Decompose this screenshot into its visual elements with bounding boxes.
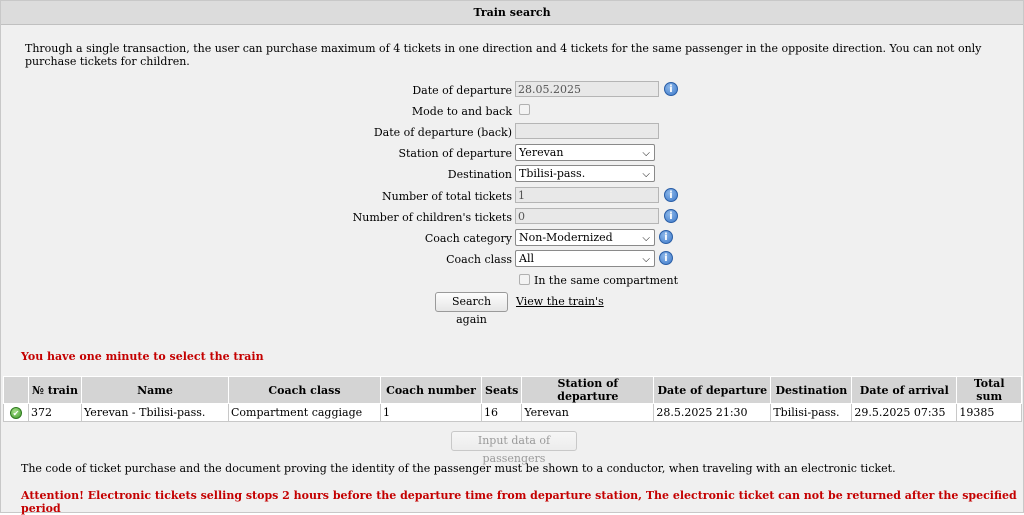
date-back-input[interactable] bbox=[515, 123, 659, 139]
same-compartment-label: In the same compartment bbox=[534, 274, 679, 287]
select-column-header bbox=[4, 377, 29, 404]
departure-date-cell: 28.5.2025 21:30 bbox=[654, 404, 771, 422]
train-number-cell: 372 bbox=[29, 404, 82, 422]
column-header: Total sum bbox=[957, 377, 1022, 404]
mode-back-checkbox[interactable] bbox=[519, 104, 530, 115]
table-row[interactable] bbox=[4, 404, 1022, 422]
attention-warning: Attention! Electronic tickets selling stops 2 hours before the departure time from departure station, The electronic ticket can not be returned after the specified period bbox=[21, 489, 1017, 515]
column-header: Seats bbox=[482, 377, 522, 404]
conductor-note: The code of ticket purchase and the document proving the identity of the passenger must be shown to a conductor, when traveling with an electronic ticket. bbox=[21, 462, 896, 475]
children-tickets-input[interactable]: 0 bbox=[515, 208, 659, 224]
check-circle-icon[interactable]: ✔ bbox=[10, 407, 22, 419]
info-icon[interactable]: i bbox=[664, 209, 678, 223]
date-back-label: Date of departure (back) bbox=[373, 126, 512, 139]
chevron-down-icon: ⌵ bbox=[642, 233, 650, 244]
chevron-down-icon: ⌵ bbox=[642, 148, 650, 159]
info-icon[interactable]: i bbox=[659, 230, 673, 244]
column-header: Station of departure bbox=[522, 377, 654, 404]
train-name-cell: Yerevan - Tbilisi-pass. bbox=[82, 404, 229, 422]
chevron-down-icon: ⌵ bbox=[642, 254, 650, 265]
destination-label: Destination bbox=[447, 168, 512, 181]
table-header-row bbox=[4, 377, 1022, 404]
destination-cell: Tbilisi-pass. bbox=[771, 404, 852, 422]
info-icon[interactable]: i bbox=[664, 82, 678, 96]
row-date-back bbox=[1, 123, 1023, 143]
destination-select[interactable] bbox=[515, 165, 655, 182]
view-trains-link[interactable]: View the train's bbox=[516, 295, 604, 308]
row-coach-class bbox=[1, 250, 1023, 270]
station-departure-value: Yerevan bbox=[519, 146, 564, 159]
select-cell[interactable] bbox=[4, 404, 29, 422]
seats-cell: 16 bbox=[482, 404, 522, 422]
select-train-warning: You have one minute to select the train bbox=[21, 350, 264, 363]
row-station-departure bbox=[1, 144, 1023, 164]
column-header: Date of arrival bbox=[852, 377, 957, 404]
coach-class-select[interactable] bbox=[515, 250, 655, 267]
row-children-tickets bbox=[1, 208, 1023, 228]
coach-category-select[interactable] bbox=[515, 229, 655, 246]
row-date-departure bbox=[1, 81, 1023, 101]
mode-back-label: Mode to and back bbox=[411, 105, 512, 118]
departure-station-cell: Yerevan bbox=[522, 404, 654, 422]
coach-number-cell: 1 bbox=[381, 404, 482, 422]
column-header: Name bbox=[82, 377, 229, 404]
info-icon[interactable]: i bbox=[664, 188, 678, 202]
trains-table bbox=[3, 376, 1022, 422]
destination-value: Tbilisi-pass. bbox=[519, 167, 586, 180]
intro-text: Through a single transaction, the user can purchase maximum of 4 tickets in one direction and 4 tickets for the same passenger in the opposite direction. You can not only purchase tickets for children. bbox=[25, 42, 982, 68]
total-sum-cell: 19385 bbox=[957, 404, 1022, 422]
coach-category-label: Coach category bbox=[424, 232, 512, 245]
total-tickets-input[interactable]: 1 bbox=[515, 187, 659, 203]
station-departure-label: Station of departure bbox=[398, 147, 512, 160]
coach-class-value: All bbox=[519, 252, 534, 265]
column-header: № train bbox=[29, 377, 82, 404]
coach-class-cell: Compartment caggiage bbox=[229, 404, 381, 422]
row-destination bbox=[1, 165, 1023, 185]
total-tickets-label: Number of total tickets bbox=[381, 190, 512, 203]
coach-class-label: Coach class bbox=[446, 253, 512, 266]
same-compartment-checkbox[interactable] bbox=[519, 274, 530, 285]
station-departure-select[interactable] bbox=[515, 144, 655, 161]
row-same-compartment bbox=[1, 272, 1023, 292]
info-icon[interactable]: i bbox=[659, 251, 673, 265]
arrival-date-cell: 29.5.2025 07:35 bbox=[852, 404, 957, 422]
column-header: Coach class bbox=[229, 377, 381, 404]
column-header: Date of departure bbox=[654, 377, 771, 404]
date-departure-label: Date of departure bbox=[412, 84, 512, 97]
input-passengers-button[interactable]: Input data of passengers bbox=[451, 431, 577, 451]
chevron-down-icon: ⌵ bbox=[642, 169, 650, 180]
row-mode-back bbox=[1, 102, 1023, 122]
row-total-tickets bbox=[1, 187, 1023, 207]
children-tickets-label: Number of children's tickets bbox=[352, 211, 512, 224]
coach-category-value: Non-Modernized bbox=[519, 231, 613, 244]
column-header: Destination bbox=[771, 377, 852, 404]
column-header: Coach number bbox=[381, 377, 482, 404]
row-coach-category bbox=[1, 229, 1023, 249]
panel-title: Train search bbox=[1, 1, 1023, 25]
search-again-button[interactable]: Search again bbox=[435, 292, 508, 312]
date-departure-input[interactable]: 28.05.2025 bbox=[515, 81, 659, 97]
